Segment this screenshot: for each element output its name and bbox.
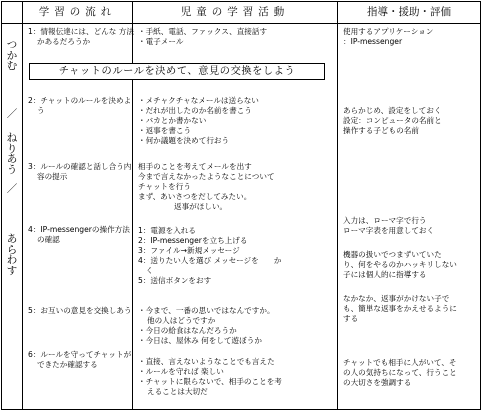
activity-5: ・今まで、一番の思いではなんですか。 他の人はどうですか ・今日の給食はなんだろうか ・今日は、屋休み 何をして遊ぼうか (138, 306, 275, 346)
header-divider (2, 23, 480, 24)
activity-4: 1：電源を入れる 2：IP-messengerを立ち上げる 3：ファイル→新規メッセージ 4：送りたい人を選び メッセージを か く 5：送信ボタンをおす (138, 226, 282, 286)
step-3: 3：ルールの確認と話し合う内 容の提示 (28, 162, 132, 182)
column-divider (337, 2, 338, 409)
step-2: 2：チャットのルールを決めよ う (28, 96, 132, 116)
guidance-1: 使用するアプリケーション ：IP-messenger (343, 27, 434, 47)
activity-3: 相手のことを考えてメールを出す 今まで言えなかったようなことについて チャットを行う まず、あいさつをだしてみたい。 返事がほしい。 (138, 162, 275, 212)
guidance-5: なかなか、返事がかけない子で も、簡単な返事をかえせるように する (343, 294, 457, 324)
guidance-4: 機器の扱いでつまずいていた り、何をやるのかハッキリしない 子には個人的に指導する (343, 250, 457, 280)
header-guidance: 指導・援助・評価 (367, 5, 451, 18)
header-activity: 児童の学習活動 (180, 5, 290, 18)
step-4: 4：IP-messengerの操作方法 の確認 (28, 225, 130, 245)
lesson-goal-banner: チャットのルールを決めて、意見の交換をしよう (29, 63, 325, 80)
header-flow: 学習の流れ (38, 5, 117, 18)
stage-neriau: ね り あ う (6, 132, 18, 177)
guidance-2: あらかじめ、設定をしておく 設定：コンピュータの名前と 操作する子どもの名前 (343, 106, 442, 136)
stage-arawasu: あ ら わ す (6, 233, 18, 278)
lesson-plan-table (1, 1, 481, 410)
activity-2: ・メチャクチャなメールは送らない ・だれが出したのか名前を書こう ・バカとか書かない ・返事を書こう ・何か議題を決めて行おう (138, 96, 259, 146)
stage-separator: ／ (6, 183, 18, 195)
guidance-3: 入力は、ローマ字で行う ローマ字表を用意しておく (343, 216, 435, 236)
activity-1: ・手紙、電話、ファックス、直接話す ・電子メール (138, 27, 268, 47)
activity-6: ・直接、言えないようなことでも言えた ・ルールを守れば 楽しい ・チャットに限らないで、相手のことを考 えることは大切だ (138, 357, 282, 397)
step-1: 1：情報伝達には、どんな 方法 かあるだろうか (28, 27, 134, 47)
column-divider (22, 2, 23, 409)
stage-separator: ／ (6, 108, 18, 120)
step-6: 6：ルールを守ってチャットが できたか確認する (28, 350, 132, 370)
guidance-6: チャットでも相手に人がいて、そ の人の気持ちになって、行うこと の大切さを強調する (343, 358, 457, 388)
stage-tsukamu: つ か む (6, 39, 18, 73)
step-5: 5：お互いの意見を交換しあう (28, 306, 132, 315)
